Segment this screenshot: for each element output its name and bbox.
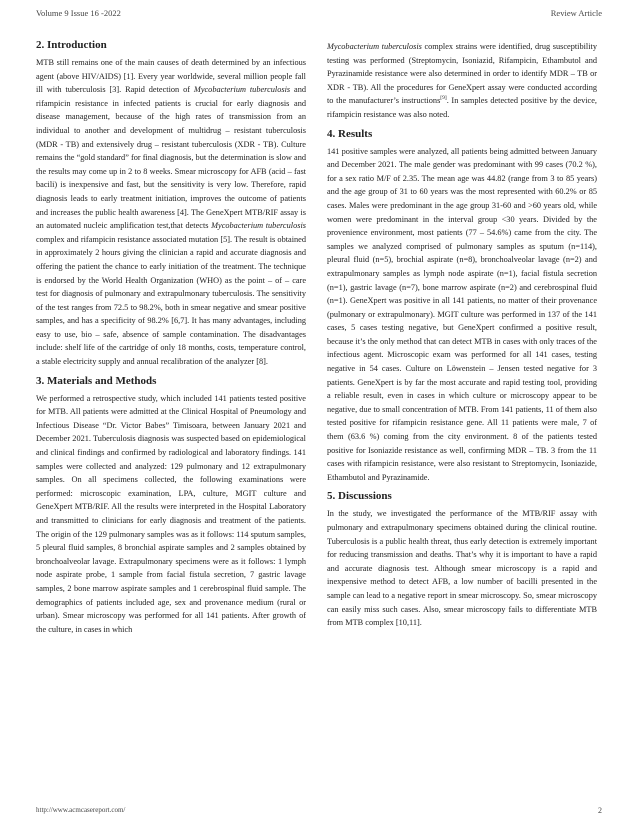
introduction-heading: 2. Introduction [36,39,107,51]
discussions-heading: 5. Discussions [327,490,392,503]
results-paragraph: 141 positive samples were analyzed, all patients being admitted between January and December 2021. The male gender was predominant with 99 cases (70.2 %), for a sex ratio M/F of 2.35. The mean age was 44.82 (range from 3 to 85 years) and the age group of 31 to 60 years was the most represented with 60.2% or 85 cases. Males were predominant in the age group 31-60 and >60 years old, while women were predominant in the interval group <30 years. Divided by the provenience environment, most patients (77 – 54.6%) came from the city. The samples we analyzed comprised of pulmonary samples as sputum (n=114), pleural fluid (n=5), brochial aspirate (n=8), bronchoalveolar lavage (n=2) and extrapulmonary samples as lymph node aspirate (n=1), facial fistula secretion (n=1), gastric lavage (n=7), bone marrow aspirate (n=2) and cerebrospinal fluid (n=1). GeneXpert was positive in all 141 patients, no matter of their provenance (pulmonary or extrapulmonary). MGIT culture was performed in 137 of the 141 cases, 5 cases testing negative, but GeneXpert confirmed a positive result, because it’s the only method that can detect MTB in cases with only traces of the infectious agent. Microscopic exam was performed for all 141 cases, testing negative in 54 cases. Culture on Löwenstein – Jensen tested negative for 3 patients. GeneXpert is by far the most accurate and rapid testing tool, providing a reliable result, even in cases in which culture or microscopy appear to be negative, due to small concentration of MTB. From 141 patients, 11 of them also tested positive for rifampicin resistance gene. All 11 patients were male, 7 of them (63.6 %) coming from the city environment. 8 of the patients tested positive for Isoniazide resistance as well, confirming MDR – TB. 3 from the 11 cases with rifampicin resistance, were also resistant to Streptomycin, Isoniazide, Ethambutol and Pyrazinamide. [327,146,597,482]
methods-paragraph: We performed a retrospective study, which included 141 patients tested positive for MTB. All patients were admitted at the Clinical Hospital of Pneumology and Infectious Disease “Dr. Victor Babes” Timisoara, between January 2021 and December 2021. Tuberculosis diagnosis was suspected based on epidemiological and clinical findings and confirmed by radiological and laboratory findings. 141 samples were collected and analyzed: 129 pulmonary and 12 extrapulmonary samples. On all specimens collected, the following examinations were performed: microscopic examination, LPA, culture, MGIT culture and GeneXpert MTB/RIF. All the results were interpreted in the Hospital Laboratory and transmitted to clinicians for early diagnosis and treatment of the patients. The origin of the 129 pulmonary samples was as it follows: 114 sputum samples, 5 pleural fluid samples, 8 bronchial aspirate samples and 2 samples obtained by bronchoalveolar lavage. Extrapulmonary specimens were as it follows: 1 lymph node aspirate probe, 1 sample from facial fistula secretion, 7 gastric lavage samples, 2 bone marrow aspirate samples and 1 cerebrospinal fluid sample. The demographics of patients included age, sex and provenance medium (rural or urban). Smear microscopy was performed for all 141 patients. After growth of the culture, in cases in which [36,393,306,634]
discussions-paragraph: In the study, we investigated the performance of the MTB/RIF assay with pulmonary and extrapulmonary specimens obtained during the clinical routine. Tuberculosis is a public health threat, thus early detection is extremely important for reducing transmission and deaths. That’s why it is important to have a rapid and accurate diagnosis test. Although smear microscopy is a rapid and inexpensive method to detect AFB, a low number of bacilli presented in the sample can lead to a negative report in smear microscopy. So, smear microscopy can easily miss such cases. Also, smear microscopy fails to differentiate MTB from MTB complex [10,11]. [327,509,597,628]
introduction-paragraph: MTB still remains one of the main causes of death determined by an infectious agent (above HIV/AIDS) [1]. Every year worldwide, several million people fall ill with tuberculosis [3]. Rapid detection of Mycobacterium tuberculosis and rifampicin resistance in infected patients is crucial for early diagnosis and disease management, because of the high rates of transmission from an individual to another and development of multidrug – resistant tuberculosis (MDR - TB) and extensively drug – resistant tuberculosis (XDR - TB). Culture remains the “gold standard” for final diagnosis, but the determination is slow and the results may come up in 2 to 8 weeks. Smear microscopy for AFB (acid – fast bacili) is inexpensive and fast, but the sensitivity is very low. Therefore, rapid diagnosis leads to early treatment initiation, improves the outcome of patients and increases the public health awareness [4]. The GeneXpert MTB/RIF assay is an automated nucleic amplification test,that detects Mycobacterium tuberculosis complex and rifampicin resistance associated mutation [5]. The result is obtained in approximately 2 hours giving the clinician a rapid and accurate diagnosis and offering the patient the chance to early initiation of the treatment. The technique is endorsed by the World Health Organization (WHO) as the point – of – care test for diagnosis of pulmonary and extrapulmonary tuberculosis. The sensitivity of the test ranges from 72.5 to 98.2%, both in smear negative and smear positive samples, and has a specificity of 98.2% [6,7]. It has many advantages, including easy to use, bio – safe, absence of sample contamination. The disadvantages include: shelf life of the cartridge of only 18 months, costs, temperature control, a stable electricity supply and annual recalibration of the analyzer [8]. [36,58,306,367]
left-column [36,38,306,636]
page-header [36,8,602,22]
page-number: 2 [598,806,602,815]
methods-heading: 3. Materials and Methods [36,374,157,387]
methods-paragraph-continued: Mycobacterium tuberculosis complex strains were identified, drug susceptibility testing was performed (Streptomycin, Isoniazid, Rifampicin, Ethambutol and Pyrazinamide resistance were also determined in order to identify MDR – TB or XDR - TB). All the procedures for GeneXpert assay were conducted according to the manufacturer’s instructions[9]. In samples detected positive by the device, rifampicin resistance was also noted. [327,42,597,119]
right-column [327,40,597,630]
citation-superscript: [9] [440,95,447,102]
journal-url-link[interactable]: http://www.acmcasereport.com/ [36,806,126,814]
species-name: Mycobacterium tuberculosis [211,221,306,231]
species-name: Mycobacterium tuberculosis [327,42,422,51]
journal-issue: Volume 9 Issue 16 -2022 [36,8,121,18]
page-footer [36,806,602,818]
species-name: Mycobacterium tuberculosis [193,85,291,95]
results-heading: 4. Results [327,127,373,140]
article-type: Review Article [550,8,602,18]
